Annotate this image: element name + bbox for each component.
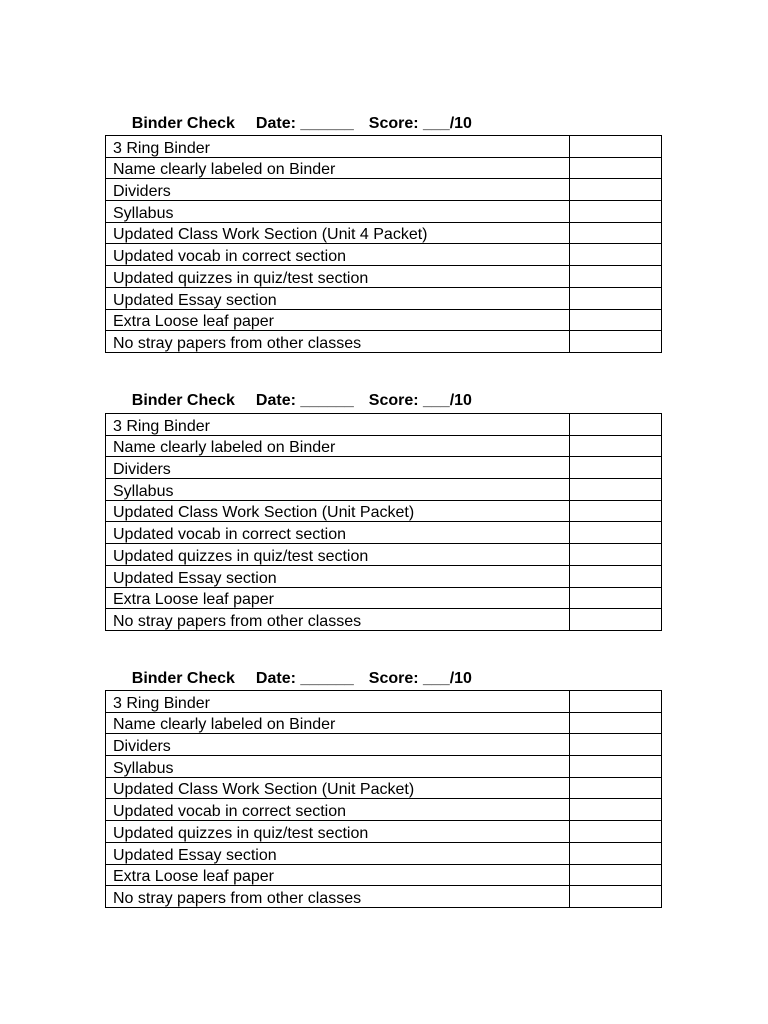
check-cell [570,587,662,609]
table-row [106,331,662,353]
item-label: Updated Class Work Section (Unit 4 Packet) [106,222,570,244]
table-row [106,157,662,179]
check-cell [570,201,662,223]
item-label: Dividers [106,179,570,201]
item-label: Name clearly labeled on Binder [106,435,570,457]
item-label: Updated quizzes in quiz/test section [106,266,570,288]
table-row [106,479,662,501]
check-cell [570,266,662,288]
check-cell [570,136,662,158]
check-cell [570,799,662,821]
item-label: Extra Loose leaf paper [106,864,570,886]
table-row [106,244,662,266]
table-row [106,777,662,799]
date-field: Date: ______ [255,670,354,687]
check-cell [570,309,662,331]
check-cell [570,712,662,734]
check-cell [570,565,662,587]
check-cell [570,821,662,843]
item-label: No stray papers from other classes [106,609,570,631]
date-field: Date: ______ [255,115,354,132]
check-cell [570,331,662,353]
table-row [106,712,662,734]
check-cell [570,435,662,457]
table-row [106,414,662,436]
score-field: Score: ___/10 [368,392,472,409]
check-cell [570,777,662,799]
item-label: Updated Essay section [106,565,570,587]
heading-title: Binder Check [131,670,235,687]
item-label: Updated quizzes in quiz/test section [106,821,570,843]
item-label: Updated quizzes in quiz/test section [106,544,570,566]
item-label: 3 Ring Binder [106,136,570,158]
table-row [106,201,662,223]
item-label: Extra Loose leaf paper [106,587,570,609]
table-row [106,821,662,843]
table-row [106,266,662,288]
check-cell [570,734,662,756]
heading-title: Binder Check [131,392,235,409]
table-row [106,522,662,544]
table-row [106,287,662,309]
heading-title: Binder Check [131,115,235,132]
check-cell [570,522,662,544]
item-label: Updated vocab in correct section [106,522,570,544]
check-cell [570,756,662,778]
check-cell [570,479,662,501]
table-row [106,799,662,821]
item-label: Updated Essay section [106,842,570,864]
item-label: Extra Loose leaf paper [106,309,570,331]
table-row [106,309,662,331]
check-cell [570,842,662,864]
table-row [106,435,662,457]
item-label: Syllabus [106,756,570,778]
date-field: Date: ______ [255,392,354,409]
item-label: Updated vocab in correct section [106,244,570,266]
item-label: 3 Ring Binder [106,691,570,713]
score-field: Score: ___/10 [368,115,472,132]
table-row [106,500,662,522]
table-row [106,179,662,201]
check-cell [570,886,662,908]
item-label: Updated Class Work Section (Unit Packet) [106,777,570,799]
item-label: Updated Class Work Section (Unit Packet) [106,500,570,522]
check-cell [570,544,662,566]
table-row [106,136,662,158]
item-label: Dividers [106,734,570,756]
check-cell [570,609,662,631]
check-cell [570,457,662,479]
score-field: Score: ___/10 [368,670,472,687]
item-label: No stray papers from other classes [106,331,570,353]
check-cell [570,414,662,436]
item-label: Syllabus [106,201,570,223]
checklist-table [105,690,662,908]
table-row [106,734,662,756]
item-label: Dividers [106,457,570,479]
table-row [106,587,662,609]
checklist-table [105,413,662,631]
check-cell [570,244,662,266]
item-label: No stray papers from other classes [106,886,570,908]
table-row [106,886,662,908]
item-label: Name clearly labeled on Binder [106,157,570,179]
check-cell [570,500,662,522]
table-row [106,691,662,713]
table-row [106,222,662,244]
item-label: Syllabus [106,479,570,501]
table-row [106,756,662,778]
check-cell [570,222,662,244]
check-cell [570,864,662,886]
item-label: 3 Ring Binder [106,414,570,436]
table-row [106,544,662,566]
check-cell [570,157,662,179]
check-cell [570,287,662,309]
item-label: Name clearly labeled on Binder [106,712,570,734]
table-row [106,842,662,864]
check-cell [570,179,662,201]
checklist-table [105,135,662,353]
item-label: Updated vocab in correct section [106,799,570,821]
table-row [106,609,662,631]
table-row [106,864,662,886]
table-row [106,565,662,587]
check-cell [570,691,662,713]
table-row [106,457,662,479]
item-label: Updated Essay section [106,287,570,309]
